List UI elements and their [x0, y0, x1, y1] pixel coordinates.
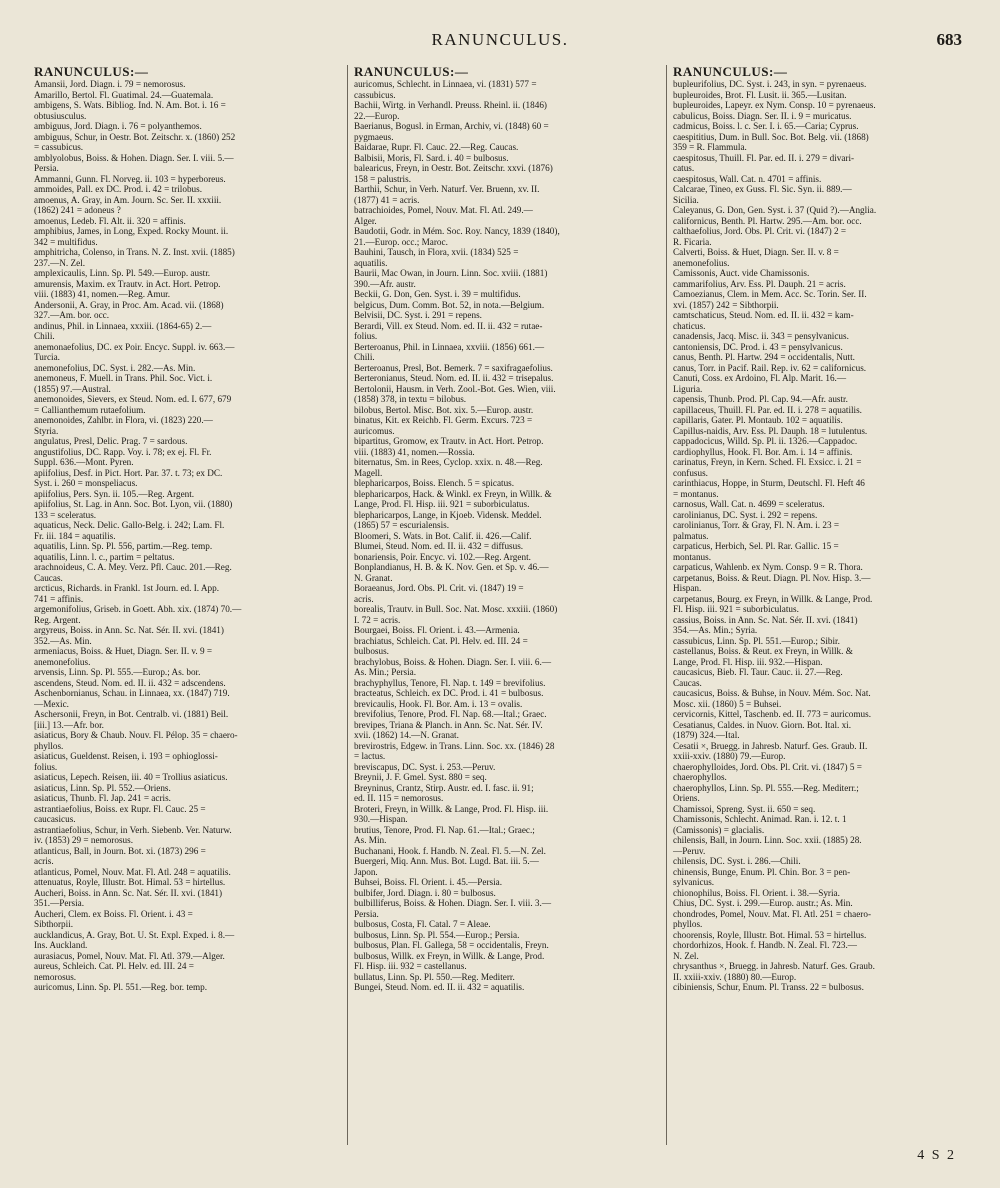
index-entry: biternatus, Sm. in Rees, Cyclop. xxix. n. 48.—Reg.	[354, 457, 543, 467]
index-entry: caucasicus.	[34, 814, 76, 824]
index-entry: Sibthorpii.	[34, 919, 74, 929]
index-entry: auricomus, Schlecht. in Linnaea, vi. (1831) 577 =	[354, 79, 537, 89]
index-entry: Bloomeri, S. Wats. in Bot. Calif. ii. 426.—Calif.	[354, 530, 532, 541]
index-entry: Calcarae, Tineo, ex Guss. Fl. Sic. Syn. ii. 889.—	[673, 184, 852, 194]
index-entry: Japon.	[354, 866, 378, 877]
index-entry: Cesatii ×, Bruegg. in Jahresb. Naturf. Ges. Graub. II.	[673, 740, 868, 751]
index-entry: Ins. Auckland.	[34, 940, 88, 950]
index-entry: cervicornis, Kittel, Taschenb. ed. II. 773 = auricomus.	[673, 709, 872, 719]
index-entry: bulbosus, Linn. Sp. Pl. 554.—Europ.; Persia.	[354, 929, 520, 940]
index-entry: Suppl. 636.—Mont. Pyren.	[34, 457, 134, 467]
index-entry: Bourgaei, Boiss. Fl. Orient. i. 43.—Armenia.	[354, 625, 520, 635]
index-entry: brachiatus, Schleich. Cat. Pl. Helv. ed. III. 24 =	[354, 635, 528, 646]
index-entry: Syst. i. 260 = monspeliacus.	[34, 478, 138, 488]
index-entry: Aschenbornianus, Schau. in Linnaea, xx. (1847) 719.	[34, 688, 230, 698]
index-entry: bulbosus, Plan. Fl. Gallega, 58 = occidentalis, Freyn.	[354, 940, 549, 950]
index-entry: aquatilis, Linn. l. c., partim = peltatus.	[34, 551, 175, 562]
index-entry: obtusiusculus.	[34, 110, 87, 121]
index-entry: xvii. (1862) 14.—N. Granat.	[354, 730, 459, 740]
index-entry: asiaticus, Linn. Sp. Pl. 552.—Oriens.	[34, 782, 171, 793]
index-entry: ambiguus, Jord. Diagn. i. 76 = polyanthemos.	[34, 121, 202, 131]
index-entry: choorensis, Royle, Illustr. Bot. Himal. 53 = hirtellus.	[673, 929, 867, 940]
index-entry: Camissonis, Auct. vide Chamissonis.	[673, 268, 810, 278]
index-entry: viii. (1883) 41, nomen.—Reg. Amur.	[34, 289, 171, 299]
index-entry: amphitricha, Colenso, in Trans. N. Z. Inst. xvii. (1885)	[34, 247, 235, 257]
index-entry: cassius, Boiss. in Ann. Sc. Nat. Sér. II. xvi. (1841)	[673, 614, 858, 625]
index-entry: bracteatus, Schleich. ex DC. Prod. i. 41 = bulbosus.	[354, 688, 544, 698]
index-entry: cassubicus.	[354, 89, 396, 100]
index-entry: Canuti, Coss. ex Ardoino, Fl. Alp. Marit. 16.—	[673, 373, 847, 383]
index-entry: chaerophylloides, Jord. Obs. Pl. Crit. vi. (1847) 5 =	[673, 761, 862, 772]
index-entry: bulbosus.	[354, 646, 389, 656]
index-entry: Bauhini, Tausch, in Flora, xvii. (1834) 525 =	[354, 247, 519, 257]
index-entry: binatus, Kit. ex Reichb. Fl. Germ. Excurs. 723 =	[354, 415, 533, 425]
index-entry: blepharicarpos, Boiss. Elench. 5 = spicatus.	[354, 478, 515, 488]
index-entry: Boraeanus, Jord. Obs. Pl. Crit. vi. (1847) 19 =	[354, 583, 524, 593]
index-entry: carpaticus, Herbich, Sel. Pl. Rar. Gallic. 15 =	[673, 541, 839, 551]
index-entry: anemonoides, Zahlbr. in Flora, vi. (1823) 220.—	[34, 415, 213, 425]
index-entry: I. 72 = acris.	[354, 614, 401, 625]
index-entry: andinus, Phil. in Linnaea, xxxiii. (1864-65) 2.—	[34, 320, 212, 331]
index-entry: Amansii, Jord. Diagn. i. 79 = nemorosus.	[34, 79, 186, 89]
index-entry: chinensis, Bunge, Enum. Pl. Chin. Bor. 3 = pen-	[673, 866, 851, 877]
index-entry: nemorosus.	[34, 971, 77, 982]
index-entry: As. Min.	[354, 835, 387, 845]
index-entry: chondrodes, Pomel, Nouv. Mat. Fl. Atl. 251 = chaero-	[673, 908, 872, 919]
index-entry: Berteronianus, Steud. Nom. ed. II. ii. 432 = trisepalus.	[354, 373, 554, 383]
index-entry: (Camissonis) = glacialis.	[673, 824, 765, 835]
index-entry: batrachioides, Pomel, Nouv. Mat. Fl. Atl. 249.—	[354, 205, 533, 215]
index-entry: Buergeri, Miq. Ann. Mus. Bot. Lugd. Bat. iii. 5.—	[354, 856, 539, 866]
index-entry: Breyninus, Crantz, Stirp. Austr. ed. I. fasc. ii. 91;	[354, 782, 534, 793]
column-heading: RANUNCULUS:—	[354, 64, 469, 79]
index-entry: Calverti, Boiss. & Huet, Diagn. Ser. II. v. 8 =	[673, 247, 839, 257]
index-entry: Magell.	[354, 467, 383, 478]
index-entry: belgicus, Dum. Comm. Bot. 52, in nota.—Belgium.	[354, 299, 545, 310]
index-entry: atlanticus, Ball, in Journ. Bot. xi. (1873) 296 =	[34, 845, 206, 856]
index-entry: Turcia.	[34, 352, 60, 362]
index-entry: carolinianus, Torr. & Gray, Fl. N. Am. i. 23 =	[673, 520, 840, 530]
index-entry: angustifolius, DC. Rapp. Voy. i. 78; ex ej. Fl. Fr.	[34, 446, 212, 457]
index-entry: bonariensis, Poir. Encyc. vi. 102.—Reg. Argent.	[354, 551, 531, 562]
index-entry: II. xxiii-xxiv. (1880) 80.—Europ.	[673, 971, 797, 982]
index-entry: apiifolius, Desf. in Pict. Hort. Par. 37. t. 73; ex DC.	[34, 467, 223, 478]
index-entry: carpetanus, Boiss. & Reut. Diagn. Pl. Nov. Hisp. 3.—	[673, 572, 871, 583]
index-entry: Berardi, Vill. ex Steud. Nom. ed. II. ii. 432 = rutae-	[354, 320, 543, 331]
index-entry: astrantiaefolius, Boiss. ex Rupr. Fl. Cauc. 25 =	[34, 803, 206, 814]
index-entry: Belvisii, DC. Syst. i. 291 = repens.	[354, 310, 482, 320]
index-entry: acris.	[34, 856, 54, 866]
index-entry: Beckii, G. Don, Gen. Syst. i. 39 = multifidus.	[354, 289, 521, 299]
index-entry: cantoniensis, DC. Prod. i. 43 = pensylvanicus.	[673, 341, 843, 352]
index-entry: Caleyanus, G. Don, Gen. Syst. i. 37 (Quid ?).—Anglia.	[673, 205, 877, 215]
index-entry: brevirostris, Edgew. in Trans. Linn. Soc. xx. (1846) 28	[354, 740, 555, 751]
index-entry: 342 = multifidus.	[34, 236, 98, 247]
index-entry: Baurii, Mac Owan, in Journ. Linn. Soc. xviii. (1881)	[354, 268, 548, 278]
index-entry: aquaticus, Neck. Delic. Gallo-Belg. i. 242; Lam. Fl.	[34, 520, 225, 530]
index-entry: Aucheri, Boiss. in Ann. Sc. Nat. Sér. II. xvi. (1841)	[34, 887, 223, 898]
index-entry: brutius, Tenore, Prod. Fl. Nap. 61.—Ital.; Graec.;	[354, 824, 535, 835]
index-entry: Aucheri, Clem. ex Boiss. Fl. Orient. i. 43 =	[34, 908, 193, 919]
index-entry: Bonplandianus, H. B. & K. Nov. Gen. et Sp. v. 46.—	[354, 562, 549, 572]
index-entry: chaerophyllos.	[673, 772, 727, 782]
index-entry: Capillus-naidis, Arv. Ess. Pl. Dauph. 18 = lutulentus.	[673, 425, 868, 436]
index-entry: pygmaeus.	[354, 131, 394, 142]
index-entry: bilobus, Bertol. Misc. Bot. xix. 5.—Europ. austr.	[354, 404, 534, 415]
index-entry: Fl. Hisp. iii. 932 = castellanus.	[354, 961, 467, 971]
index-entry: carinthiacus, Hoppe, in Sturm, Deutschl. Fl. Heft 46	[673, 478, 865, 488]
index-entry: bulbosus, Willk. ex Freyn, in Willk. & Lange, Prod.	[354, 950, 545, 961]
index-entry: chordorhizos, Hook. f. Handb. N. Zeal. Fl. 723.—	[673, 940, 857, 950]
index-entry: breviscapus, DC. Syst. i. 253.—Peruv.	[354, 761, 496, 772]
column-1	[28, 65, 347, 1145]
index-entry: bulbosus, Costa, Fl. Catal. 7 = Aleae.	[354, 919, 491, 929]
index-entry: (1858) 378, in textu = bilobus.	[354, 394, 467, 404]
page-number: 683	[936, 30, 962, 49]
index-entry: ambiguus, Schur, in Oestr. Bot. Zeitschr. x. (1860) 252	[34, 131, 236, 142]
index-entry: Sicilia.	[673, 194, 699, 205]
index-entry: 22.—Europ.	[354, 110, 400, 121]
index-entry: cappadocicus, Willd. Sp. Pl. ii. 1326.—Cappadoc.	[673, 436, 858, 446]
index-entry: R. Ficaria.	[673, 236, 712, 247]
column-heading: RANUNCULUS:—	[34, 64, 149, 79]
index-entry: caucasicus, Bieb. Fl. Taur. Cauc. ii. 27.—Reg.	[673, 667, 843, 677]
index-entry: N. Granat.	[354, 572, 393, 583]
index-entry: asiaticus, Gueldenst. Reisen, i. 193 = ophioglossi-	[34, 751, 218, 761]
index-entry: Buchanani, Hook. f. Handb. N. Zeal. Fl. 5.—N. Zel.	[354, 845, 546, 856]
index-entry: Buhsei, Boiss. Fl. Orient. i. 45.—Persia.	[354, 877, 503, 887]
index-entry: —Peruv.	[673, 845, 706, 856]
index-entry: 354.—As. Min.; Syria.	[673, 625, 758, 635]
index-entry: sylvanicus.	[673, 877, 715, 887]
index-entry: bullatus, Linn. Sp. Pl. 550.—Reg. Mediterr.	[354, 971, 515, 982]
index-entry: caespitosus, Thuill. Fl. Par. ed. II. i. 279 = divari-	[673, 152, 855, 163]
index-entry: 21.—Europ. occ.; Maroc.	[354, 236, 448, 247]
index-entry: Styria.	[34, 425, 59, 436]
index-entry: astrantiaefolius, Schur, in Verh. Siebenb. Ver. Naturw.	[34, 824, 232, 835]
index-entry: caucasicus, Boiss. & Buhse, in Nouv. Mém. Soc. Nat.	[673, 688, 871, 698]
index-entry: aquatilis, Linn. Sp. Pl. 556, partim.—Reg. temp.	[34, 541, 213, 551]
index-entry: [iii.] 13.—Afr. bor.	[34, 719, 104, 730]
index-entry: confusus.	[673, 467, 708, 478]
index-entry: 930.—Hispan.	[354, 814, 408, 824]
index-entry: catus.	[673, 163, 695, 173]
index-entry: bipartitus, Gromow, ex Trautv. in Act. Hort. Petrop.	[354, 436, 544, 446]
index-entry: folius.	[34, 761, 58, 772]
index-entry: anemonefolius.	[673, 257, 730, 268]
index-entry: capillaceus, Thuill. Fl. Par. ed. II. i. 278 = aquatilis.	[673, 404, 862, 415]
index-entry: (1865) 57 = escurialensis.	[354, 520, 449, 530]
index-entry: aureus, Schleich. Cat. Pl. Helv. ed. III. 24 =	[34, 961, 194, 971]
index-entry: californicus, Benth. Pl. Hartw. 295.—Am. bor. occ.	[673, 215, 862, 226]
index-entry: balearicus, Freyn, in Oestr. Bot. Zeitschr. xxvi. (1876)	[354, 163, 553, 173]
index-entry: Chili.	[354, 352, 375, 362]
index-entry: chilensis, Ball, in Journ. Linn. Soc. xxii. (1885) 28.	[673, 835, 862, 845]
index-entry: = montanus.	[673, 488, 719, 499]
index-entry: chaerophyllos, Linn. Sp. Pl. 555.—Reg. Mediterr.;	[673, 782, 859, 793]
index-entry: auricomus.	[354, 425, 395, 436]
index-entry: Baidarae, Rupr. Fl. Cauc. 22.—Reg. Caucas.	[354, 142, 519, 152]
index-entry: cardiophyllus, Hook. Fl. Bor. Am. i. 14 = affinis.	[673, 446, 853, 457]
signature-mark: 4 S 2	[917, 1148, 956, 1163]
index-columns	[28, 65, 986, 1145]
index-entry: carpetanus, Bourg. ex Freyn, in Willk. & Lange, Prod.	[673, 593, 873, 604]
index-entry: (1877) 41 = acris.	[354, 194, 420, 205]
index-entry: Breynii, J. F. Gmel. Syst. 880 = seq.	[354, 772, 487, 782]
index-entry: canus, Torr. in Pacif. Rail. Rep. iv. 62 = californicus.	[673, 362, 867, 373]
index-entry: bulbilliferus, Boiss. & Hohen. Diagn. Ser. I. viii. 3.—	[354, 898, 552, 908]
index-entry: ambigens, S. Wats. Bibliog. Ind. N. Am. Bot. i. 16 =	[34, 100, 226, 110]
index-entry: N. Zel.	[673, 950, 699, 961]
index-entry: capensis, Thunb. Prod. Pl. Cap. 94.—Afr. austr.	[673, 394, 848, 404]
index-entry: Hispan.	[673, 583, 702, 593]
index-entry: phyllos.	[673, 919, 703, 929]
index-entry: iv. (1853) 29 = nemorosus.	[34, 835, 134, 845]
index-entry: calthaefolius, Jord. Obs. Pl. Crit. vi. (1847) 2 =	[673, 226, 847, 236]
column-2	[347, 65, 666, 1145]
index-entry: 741 = affinis.	[34, 593, 84, 604]
index-entry: blepharicarpos, Hack. & Winkl. ex Freyn, in Willk. &	[354, 488, 552, 499]
index-entry: chionophilus, Boiss. Fl. Orient. i. 38.—Syria.	[673, 887, 840, 898]
index-entry: xvi. (1857) 242 = Sibthorpii.	[673, 299, 779, 310]
index-entry: asiaticus, Thunb. Fl. Jap. 241 = acris.	[34, 793, 171, 803]
index-entry: asiaticus, Lepech. Reisen, iii. 40 = Trollius asiaticus.	[34, 772, 228, 782]
index-entry: carnosus, Wall. Cat. n. 4699 = sceleratus.	[673, 499, 825, 509]
index-entry: aucklandicus, A. Gray, Bot. U. St. Expl. Exped. i. 8.—	[34, 929, 235, 940]
index-entry: (1855) 97.—Austral.	[34, 383, 111, 394]
index-entry: cadmicus, Boiss. l. c. Ser. I. i. 65.—Caria; Cyprus.	[673, 121, 859, 131]
index-entry: Lange, Prod. Fl. Hisp. iii. 932.—Hispan.	[673, 656, 823, 667]
index-entry: Aschersonii, Freyn, in Bot. Centralb. vi. (1881) Beil.	[34, 709, 229, 719]
index-entry: anemonefolius.	[34, 656, 91, 667]
index-entry: Blumei, Steud. Nom. ed. II. ii. 432 = diffusus.	[354, 541, 524, 551]
index-entry: brachylobus, Boiss. & Hohen. Diagn. Ser. I. viii. 6.—	[354, 656, 552, 667]
index-entry: ed. II. 115 = nemorosus.	[354, 793, 444, 803]
index-entry: blepharicarpos, Lange, in Kjoeb. Vidensk. Meddel.	[354, 509, 542, 520]
index-entry: Andersonii, A. Gray, in Proc. Am. Acad. vii. (1868)	[34, 299, 224, 310]
index-entry: 327.—Am. bor. occ.	[34, 310, 110, 320]
index-entry: brevipes, Triana & Planch. in Ann. Sc. Nat. Sér. IV.	[354, 719, 543, 730]
index-entry: bupleuroides, Lapeyr. ex Nym. Consp. 10 = pyrenaeus.	[673, 100, 876, 110]
index-entry: amblyolobus, Boiss. & Hohen. Diagn. Ser. I. viii. 5.—	[34, 152, 234, 163]
index-entry: Amarillo, Bertol. Fl. Guatimal. 24.—Guatemala.	[34, 89, 214, 100]
index-entry: anemonefolius, DC. Syst. i. 282.—As. Min.	[34, 362, 196, 373]
index-entry: bupleuroides, Brot. Fl. Lusit. ii. 365.—Lusitan.	[673, 89, 847, 100]
index-entry: camtschaticus, Steud. Nom. ed. II. ii. 432 = kam-	[673, 310, 854, 320]
index-entry: Persia.	[34, 163, 59, 173]
index-entry: palmatus.	[673, 530, 709, 541]
index-entry: Chius, DC. Syst. i. 299.—Europ. austr.; As. Min.	[673, 898, 853, 908]
index-entry: asiaticus, Bory & Chaub. Nouv. Fl. Pélop. 35 = chaero-	[34, 730, 238, 740]
index-entry: amurensis, Maxim. ex Trautv. in Act. Hort. Petrop.	[34, 278, 221, 289]
index-entry: Lange, Prod. Fl. Hisp. iii. 921 = suborbiculatus.	[354, 499, 530, 509]
index-entry: canadensis, Jacq. Misc. ii. 343 = pensylvanicus.	[673, 331, 849, 341]
index-entry: apiifolius, Pers. Syn. ii. 105.—Reg. Argent.	[34, 488, 195, 499]
index-entry: anemonaefolius, DC. ex Poir. Encyc. Suppl. iv. 663.—	[34, 341, 235, 352]
index-entry: chaticus.	[673, 320, 706, 331]
index-entry: Bungei, Steud. Nom. ed. II. ii. 432 = aquatilis.	[354, 982, 525, 992]
index-entry: chrysanthus ×, Bruegg. in Jahresb. Naturf. Ges. Graub.	[673, 961, 875, 971]
index-entry: Mosc. xii. (1860) 5 = Buhsei.	[673, 698, 782, 709]
page-header	[30, 30, 970, 54]
index-entry: = Callianthemum rutaefolium.	[34, 404, 146, 415]
index-entry: Reg. Argent.	[34, 614, 81, 625]
index-entry: Caucas.	[673, 677, 702, 688]
index-entry: carinatus, Freyn, in Kern. Sched. Fl. Exsicc. i. 21 =	[673, 457, 862, 467]
index-entry: Broteri, Freyn, in Willk. & Lange, Prod. Fl. Hisp. iii.	[354, 803, 549, 814]
index-entry: ascendens, Steud. Nom. ed. II. ii. 432 = adscendens.	[34, 677, 226, 688]
index-entry: aurasiacus, Pomel, Nouv. Mat. Fl. Atl. 379.—Alger.	[34, 950, 225, 961]
column-heading: RANUNCULUS:—	[673, 64, 788, 79]
index-entry: (1879) 324.—Ital.	[673, 730, 740, 740]
index-entry: caespititius, Dum. in Bull. Soc. Bot. Belg. vii. (1868)	[673, 131, 869, 142]
index-entry: arachnoideus, C. A. Mey. Verz. Pfl. Cauc. 201.—Reg.	[34, 562, 232, 572]
index-entry: 352.—As. Min.	[34, 635, 92, 646]
index-entry: folius.	[354, 331, 378, 341]
index-entry: Baudotii, Godr. in Mém. Soc. Roy. Nancy, 1839 (1840),	[354, 226, 560, 236]
index-entry: ammoides, Pall. ex DC. Prod. i. 42 = trilobus.	[34, 184, 202, 194]
index-entry: = cassubicus.	[34, 142, 84, 152]
index-entry: chilensis, DC. Syst. i. 286.—Chili.	[673, 856, 801, 866]
index-entry: Liguria.	[673, 383, 703, 394]
index-entry: angulatus, Presl, Delic. Prag. 7 = sardous.	[34, 436, 188, 446]
index-entry: Ammanni, Gunn. Fl. Norveg. ii. 103 = hyperboreus.	[34, 173, 226, 184]
index-entry: atlanticus, Pomel, Nouv. Mat. Fl. Atl. 248 = aquatilis.	[34, 866, 231, 877]
index-entry: brachyphyllus, Tenore, Fl. Nap. t. 149 = brevifolius.	[354, 677, 546, 688]
index-entry: (1862) 241 = adoneus ?	[34, 205, 121, 215]
index-entry: cibiniensis, Schur, Enum. Pl. Transs. 22 = bulbosus.	[673, 982, 864, 992]
index-entry: castellanus, Boiss. & Reut. ex Freyn, in Willk. &	[673, 646, 853, 656]
index-entry: anemonoides, Sievers, ex Steud. Nom. ed. I. 677, 679	[34, 394, 232, 404]
index-entry: 158 = palustris.	[354, 173, 411, 184]
index-entry: Fr. iii. 184 = aquatilis.	[34, 530, 116, 541]
index-entry: phyllos.	[34, 740, 64, 751]
index-entry: attenuatus, Royle, Illustr. Bot. Himal. 53 = hirtellus.	[34, 877, 226, 887]
index-entry: armeniacus, Boiss. & Huet, Diagn. Ser. II. v. 9 =	[34, 646, 213, 656]
index-entry: 390.—Afr. austr.	[354, 278, 416, 289]
index-entry: Bachii, Wirtg. in Verhandl. Preuss. Rheinl. ii. (1846)	[354, 100, 547, 110]
index-entry: 133 = sceleratus.	[34, 509, 97, 520]
index-entry: amplexicaulis, Linn. Sp. Pl. 549.—Europ. austr.	[34, 268, 211, 278]
index-entry: Camoezianus, Clem. in Mem. Acc. Sc. Torin. Ser. II.	[673, 289, 867, 299]
index-entry: acris.	[354, 593, 374, 604]
running-title: RANUNCULUS.	[431, 30, 569, 49]
index-entry: cabulicus, Boiss. Diagn. Ser. II. i. 9 = muricatus.	[673, 110, 852, 121]
index-entry: arvensis, Linn. Sp. Pl. 555.—Europ.; As. bor.	[34, 667, 201, 677]
column-3	[666, 65, 985, 1145]
index-entry: Chili.	[34, 331, 55, 341]
index-entry: Chamissoi, Spreng. Syst. ii. 650 = seq.	[673, 803, 816, 814]
index-entry: —Mexic.	[34, 698, 69, 709]
index-entry: Persia.	[354, 908, 379, 919]
index-entry: Chamissonis, Schlecht. Animad. Ran. i. 12. t. 1	[673, 814, 847, 824]
index-entry: amphibius, James, in Long, Exped. Rocky Mount. ii.	[34, 226, 229, 236]
index-entry: xxiii-xxiv. (1880) 79.—Europ.	[673, 751, 786, 761]
index-entry: 359 = R. Flammula.	[673, 142, 747, 152]
index-entry: Baerianus, Bogusl. in Erman, Archiv, vi. (1848) 60 =	[354, 121, 549, 131]
index-entry: bulbifer, Jord. Diagn. i. 80 = bulbosus.	[354, 887, 496, 898]
index-entry: caespitosus, Wall. Cat. n. 4701 = affinis.	[673, 173, 822, 184]
index-entry: carpaticus, Wahlenb. ex Nym. Consp. 9 = R. Thora.	[673, 562, 863, 572]
index-entry: cammarifolius, Arv. Ess. Pl. Dauph. 21 = acris.	[673, 278, 846, 289]
index-entry: 351.—Persia.	[34, 898, 85, 908]
index-entry: aquatilis.	[354, 257, 388, 268]
index-entry: amoenus, A. Gray, in Am. Journ. Sc. Ser. II. xxxiii.	[34, 194, 222, 205]
index-entry: Bertolonii, Hausm. in Verh. Zool.-Bot. Ges. Wien, viii.	[354, 383, 556, 394]
index-entry: Alger.	[354, 215, 377, 226]
index-entry: cassubicus, Linn. Sp. Pl. 551.—Europ.; Sibir.	[673, 635, 840, 646]
index-entry: bupleurifolius, DC. Syst. i. 243, in syn. = pyrenaeus.	[673, 79, 867, 89]
index-entry: Berteroanus, Presl, Bot. Bemerk. 7 = saxifragaefolius.	[354, 362, 553, 373]
index-entry: capillaris, Gater. Pl. Montaub. 102 = aquatilis.	[673, 415, 843, 425]
index-entry: Oriens.	[673, 793, 700, 803]
index-entry: apiifolius, St. Lag. in Ann. Soc. Bot. Lyon, vii. (1880)	[34, 499, 233, 509]
index-entry: montanus.	[673, 551, 712, 562]
index-entry: 237.—N. Zel.	[34, 257, 86, 268]
index-entry: Barthii, Schur, in Verh. Naturf. Ver. Bruenn, xv. II.	[354, 184, 540, 194]
index-entry: Cesatianus, Caldes. in Nuov. Giorn. Bot. Ital. xi.	[673, 719, 852, 730]
index-entry: brevicaulis, Hook. Fl. Bor. Am. i. 13 = ovalis.	[354, 698, 523, 709]
index-entry: Fl. Hisp. iii. 921 = suborbiculatus.	[673, 604, 799, 614]
index-entry: viii. (1883) 41, nomen.—Rossia.	[354, 446, 475, 457]
index-entry: auricomus, Linn. Sp. Pl. 551.—Reg. bor. temp.	[34, 982, 208, 992]
index-entry: carolinianus, DC. Syst. i. 292 = repens.	[673, 509, 818, 520]
index-entry: Berteroanus, Phil. in Linnaea, xxviii. (1856) 661.—	[354, 341, 545, 352]
index-entry: As. Min.; Persia.	[354, 667, 417, 677]
index-entry: amoenus, Ledeb. Fl. Alt. ii. 320 = affinis.	[34, 215, 186, 226]
index-entry: brevifolius, Tenore, Prod. Fl. Nap. 68.—Ital.; Graec.	[354, 709, 547, 719]
index-entry: argemonifolius, Griseb. in Goett. Abh. xix. (1874) 70.—	[34, 604, 242, 614]
index-entry: Balbisii, Moris, Fl. Sard. i. 40 = bulbosus.	[354, 152, 509, 163]
index-entry: anemoneus, F. Muell. in Trans. Phil. Soc. Vict. i.	[34, 373, 213, 383]
index-entry: = lactus.	[354, 751, 386, 761]
index-entry: borealis, Trautv. in Bull. Soc. Nat. Mosc. xxxiii. (1860)	[354, 604, 558, 614]
index-entry: argyreus, Boiss. in Ann. Sc. Nat. Sér. II. xvi. (1841)	[34, 625, 224, 635]
index-entry: Caucas.	[34, 572, 63, 583]
index-entry: canus, Benth. Pl. Hartw. 294 = occidentalis, Nutt.	[673, 352, 855, 362]
index-entry: arcticus, Richards. in Frankl. 1st Journ. ed. I. App.	[34, 583, 219, 593]
